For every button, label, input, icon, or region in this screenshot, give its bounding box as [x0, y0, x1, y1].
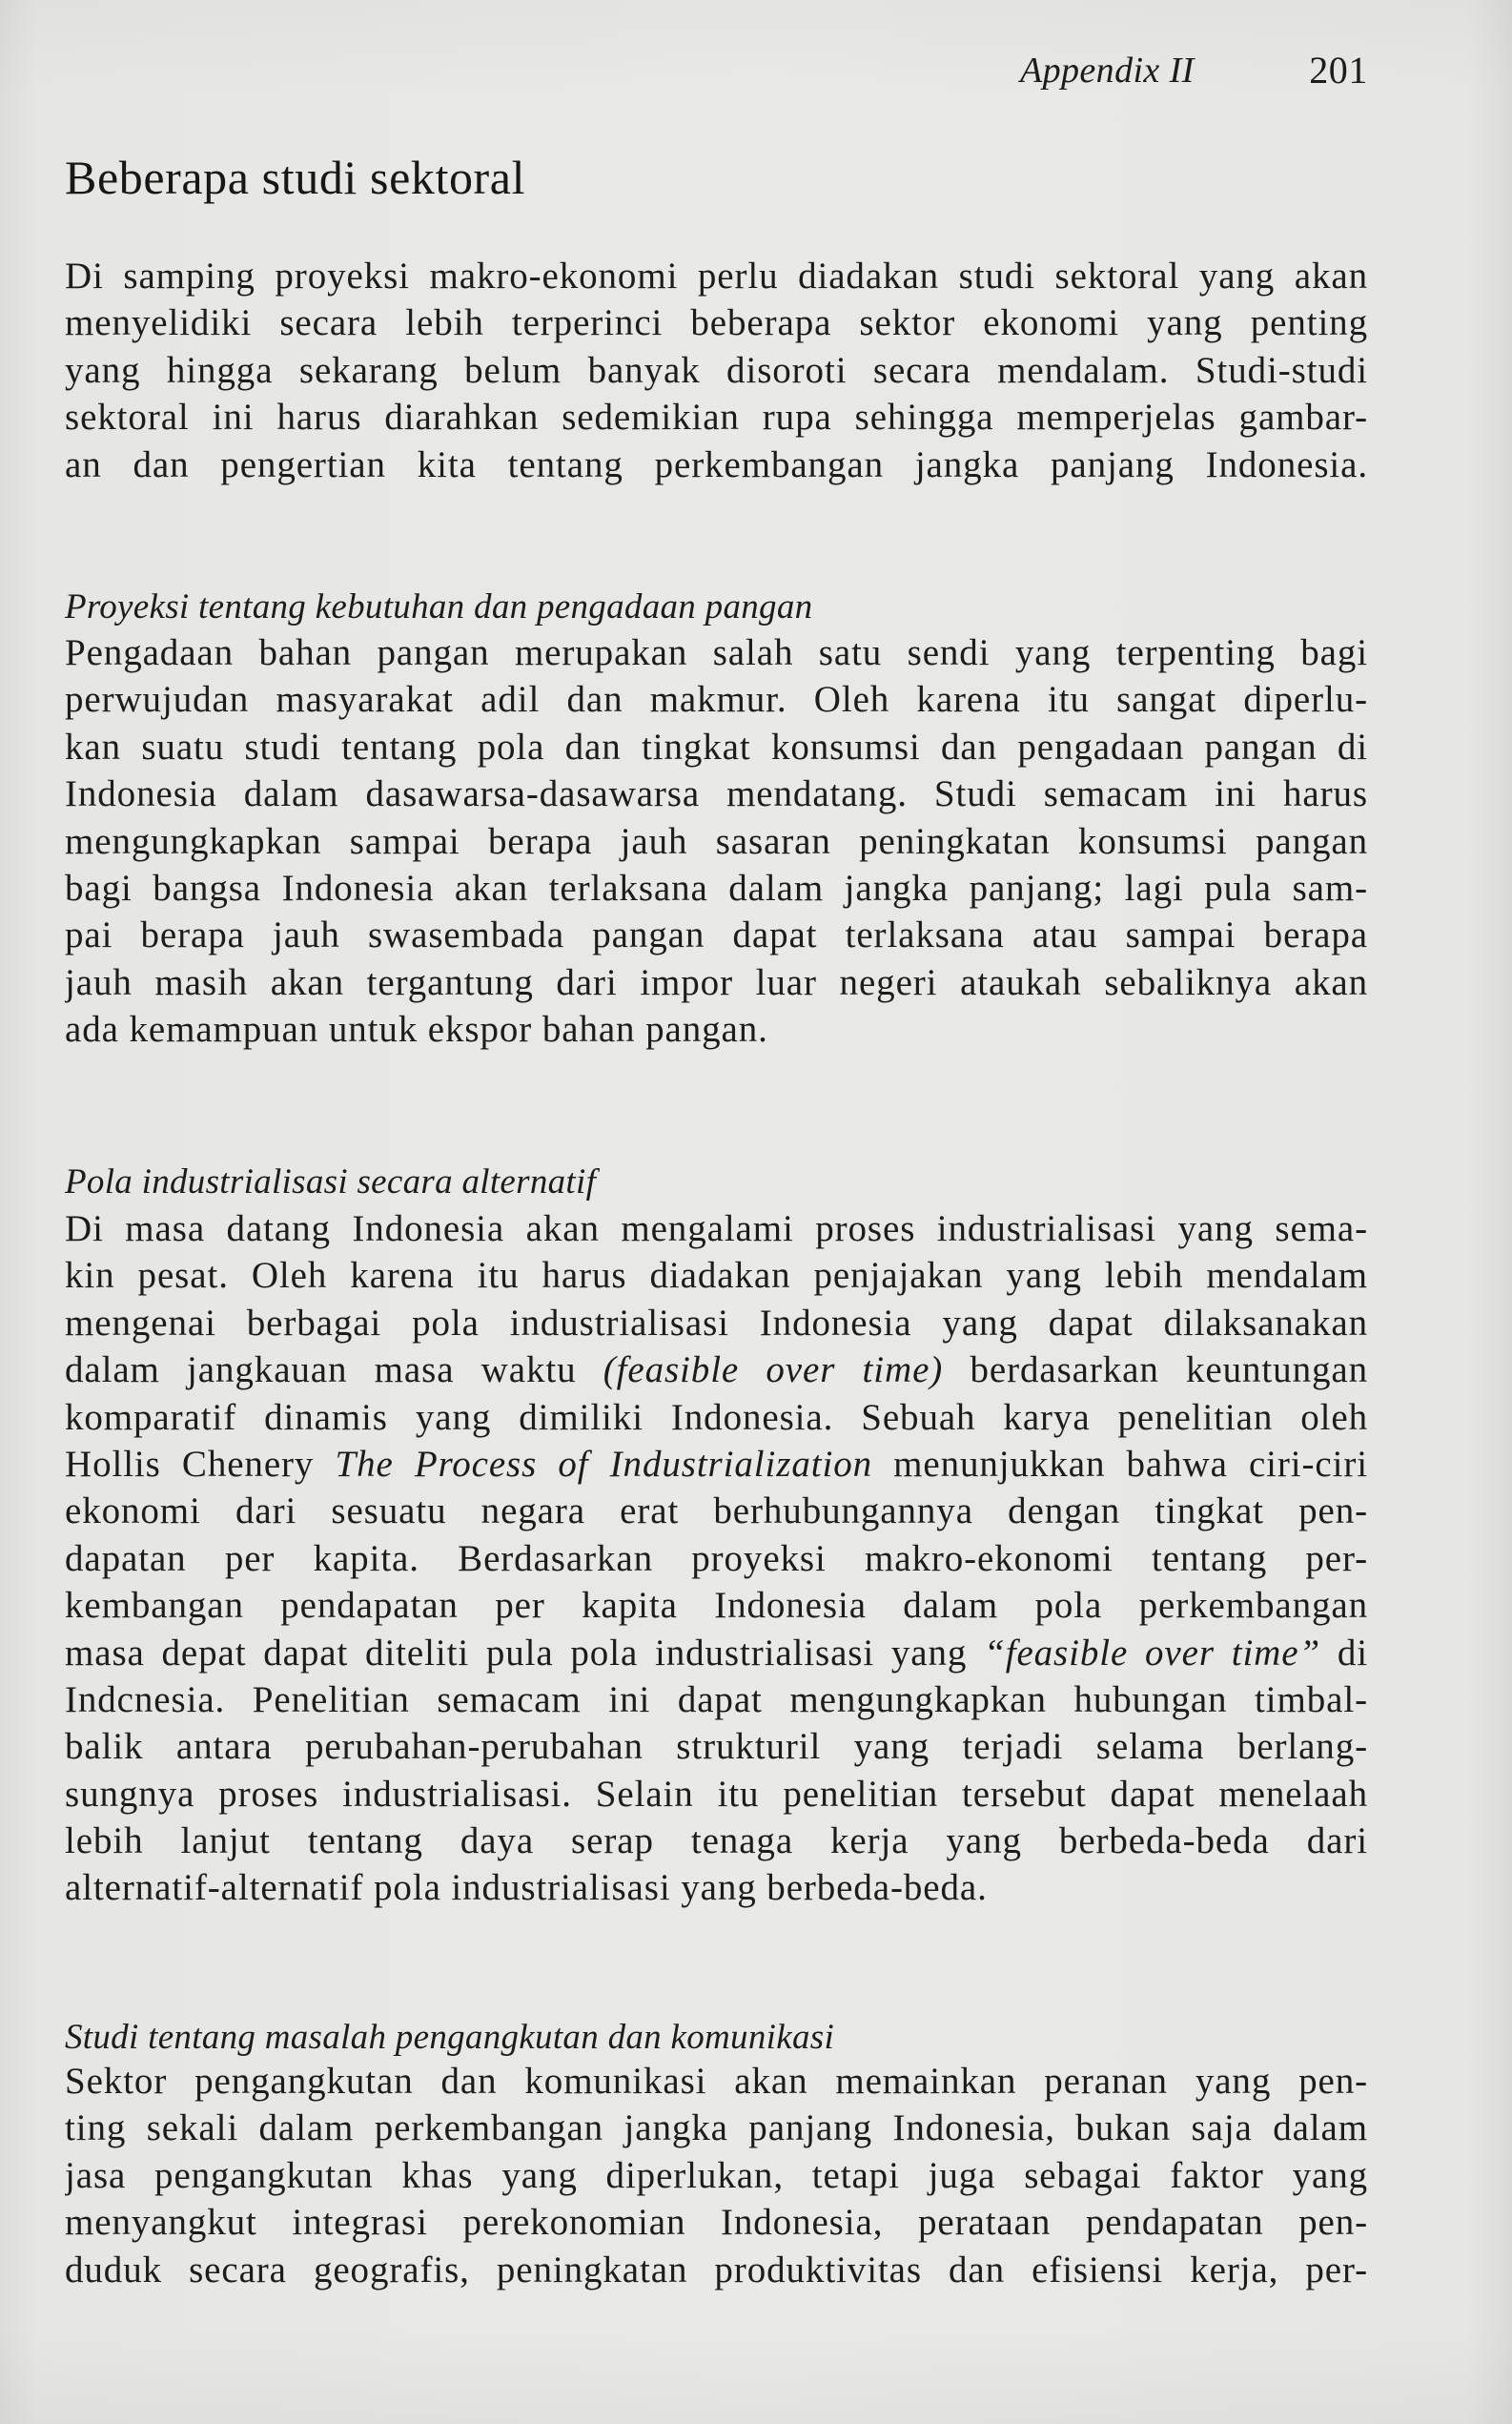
- text-line: kan suatu studi tentang pola dan tingkat konsumsi dan pengadaan pangan di: [65, 726, 1368, 768]
- text-line: duduk secara geografis, peningkatan produktivitas dan efisiensi kerja, per-: [65, 2249, 1368, 2290]
- text-line: sektoral ini harus diarahkan sedemikian rupa sehingga memperjelas gambar-: [65, 397, 1368, 439]
- text-line: komparatif dinamis yang dimiliki Indonesia. Sebuah karya penelitian oleh: [65, 1396, 1368, 1438]
- text-line: balik antara perubahan-perubahan strukturil yang terjadi selama berlang-: [65, 1726, 1368, 1768]
- italic-text: “feasible over time”: [984, 1632, 1321, 1674]
- italic-text: The Process of Industrialization: [335, 1443, 872, 1485]
- text-line: jauh masih akan tergantung dari impor luar negeri ataukah sebaliknya akan: [65, 961, 1368, 1003]
- text-line: pai berapa jauh swasembada pangan dapat terlaksana atau sampai berapa: [65, 914, 1368, 956]
- text-run: masa depat dapat diteliti pula pola industrialisasi yang: [65, 1632, 985, 1674]
- text-line: ting sekali dalam perkembangan jangka panjang Indonesia, bukan saja dalam: [65, 2107, 1368, 2149]
- page-title: Beberapa studi sektoral: [65, 151, 526, 204]
- text-line: mengenai berbagai pola industrialisasi Indonesia yang dapat dilaksanakan: [65, 1302, 1368, 1344]
- text-line: kin pesat. Oleh karena itu harus diadakan penjajakan yang lebih mendalam: [65, 1255, 1368, 1297]
- section-heading: Studi tentang masalah pengangkutan dan komunikasi: [65, 2018, 835, 2057]
- section-heading: Pola industrialisasi secara alternatif: [65, 1162, 597, 1202]
- text-line: Di masa datang Indonesia akan mengalami proses industrialisasi yang sema-: [65, 1208, 1368, 1249]
- text-line: perwujudan masyarakat adil dan makmur. Oleh karena itu sangat diperlu-: [65, 679, 1368, 721]
- text-line: dapatan per kapita. Berdasarkan proyeksi makro-ekonomi tentang per-: [65, 1537, 1368, 1579]
- text-run: menunjukkan bahwa ciri-ciri: [872, 1443, 1368, 1485]
- page-number: 201: [1309, 49, 1368, 92]
- intro-paragraph: [65, 253, 1368, 488]
- text-run: dalam jangkauan masa waktu: [65, 1349, 603, 1391]
- text-line: bagi bangsa Indonesia akan terlaksana dalam jangka panjang; lagi pula sam-: [65, 867, 1368, 909]
- text-run: di: [1320, 1632, 1368, 1674]
- section-paragraph: [65, 2058, 1368, 2293]
- text-line: [65, 1346, 1368, 1393]
- section-paragraph: [65, 1205, 1368, 1912]
- text-line: lebih lanjut tentang daya serap tenaga kerja yang berbeda-beda dari: [65, 1820, 1368, 1862]
- italic-text: (feasible over time): [603, 1349, 944, 1391]
- text-line: an dan pengertian kita tentang perkembangan jangka panjang Indonesia.: [65, 443, 1368, 485]
- section-heading: Proyeksi tentang kebutuhan dan pengadaan pangan: [65, 587, 813, 627]
- text-line: Sektor pengangkutan dan komunikasi akan memainkan peranan yang pen-: [65, 2061, 1368, 2102]
- text-line: kembangan pendapatan per kapita Indonesia dalam pola perkembangan: [65, 1585, 1368, 1627]
- text-line: [65, 1630, 1368, 1676]
- text-line: alternatif-alternatif pola industrialisasi yang berbeda-beda.: [65, 1867, 988, 1909]
- running-title: Appendix II: [1020, 51, 1195, 91]
- text-run: berdasarkan keuntungan: [943, 1349, 1368, 1391]
- text-line: [65, 1441, 1368, 1488]
- text-line: jasa pengangkutan khas yang diperlukan, tetapi juga sebagai faktor yang: [65, 2154, 1368, 2196]
- text-line: yang hingga sekarang belum banyak disoroti secara mendalam. Studi-studi: [65, 349, 1368, 391]
- text-run: Hollis Chenery: [65, 1443, 336, 1485]
- text-line: Pengadaan bahan pangan merupakan salah satu sendi yang terpenting bagi: [65, 632, 1368, 673]
- text-line: menyelidiki secara lebih terperinci beberapa sektor ekonomi yang penting: [65, 302, 1368, 344]
- text-line: Indonesia dalam dasawarsa-dasawarsa mendatang. Studi semacam ini harus: [65, 773, 1368, 815]
- text-line: Indcnesia. Penelitian semacam ini dapat mengungkapkan hubungan timbal-: [65, 1678, 1368, 1720]
- text-line: ada kemampuan untuk ekspor bahan pangan.: [65, 1009, 768, 1051]
- text-line: Di samping proyeksi makro-ekonomi perlu diadakan studi sektoral yang akan: [65, 256, 1368, 297]
- text-line: sungnya proses industrialisasi. Selain itu penelitian tersebut dapat menelaah: [65, 1773, 1368, 1815]
- text-line: mengungkapkan sampai berapa jauh sasaran peningkatan konsumsi pangan: [65, 820, 1368, 862]
- section-paragraph: [65, 629, 1368, 1054]
- text-line: ekonomi dari sesuatu negara erat berhubungannya dengan tingkat pen-: [65, 1490, 1368, 1532]
- text-line: menyangkut integrasi perekonomian Indonesia, perataan pendapatan pen-: [65, 2202, 1368, 2244]
